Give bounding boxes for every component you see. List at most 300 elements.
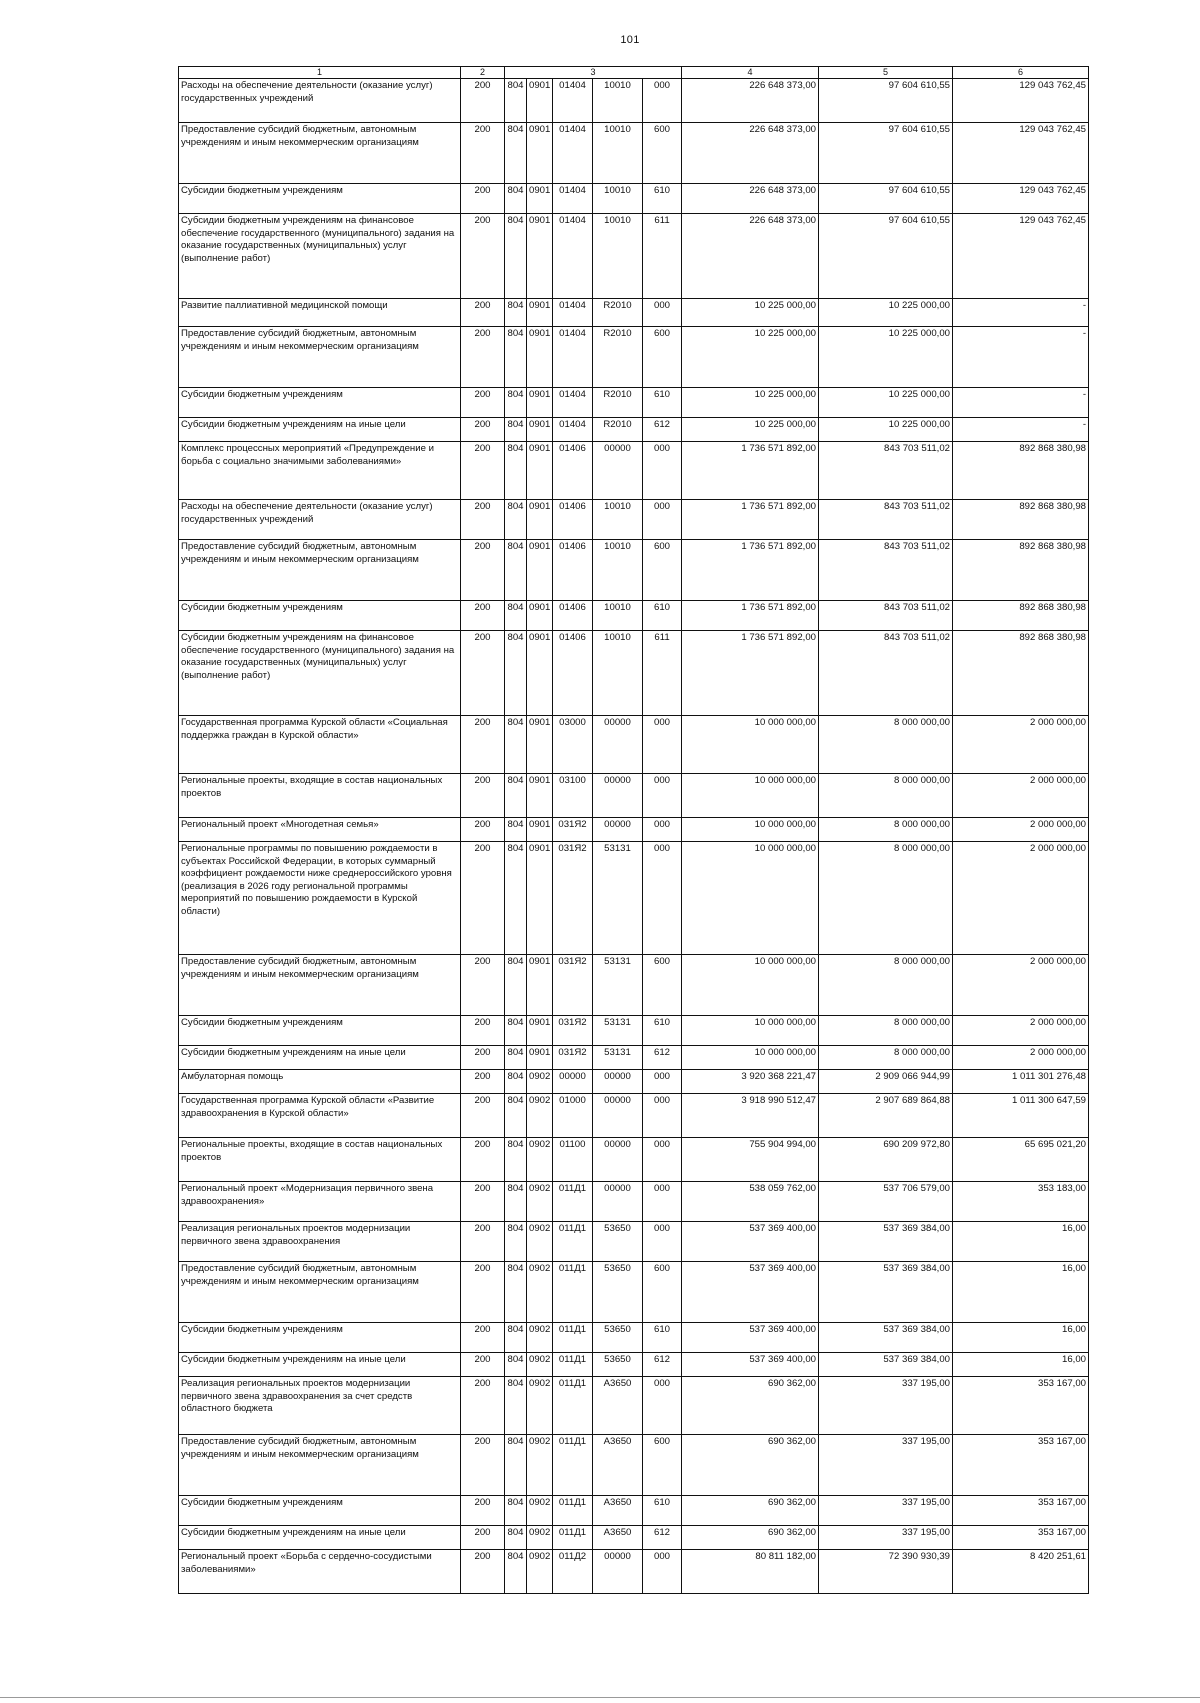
cell-c2: 200	[461, 1496, 505, 1526]
cell-c6: 129 043 762,45	[953, 214, 1089, 299]
cell-c3d: R2010	[593, 299, 643, 327]
cell-name: Субсидии бюджетным учреждениям на иные цели	[179, 1526, 461, 1550]
cell-c5: 537 369 384,00	[819, 1353, 953, 1377]
cell-c5: 10 225 000,00	[819, 388, 953, 418]
cell-c2: 200	[461, 1222, 505, 1262]
cell-c3e: 000	[643, 442, 682, 500]
cell-c3a: 804	[505, 842, 527, 955]
cell-c3c: 01404	[553, 388, 593, 418]
cell-c3c: 031Я2	[553, 818, 593, 842]
cell-c3c: 011Д1	[553, 1262, 593, 1323]
cell-c3a: 804	[505, 716, 527, 774]
cell-c6: 353 167,00	[953, 1496, 1089, 1526]
cell-c3a: 804	[505, 184, 527, 214]
cell-c3c: 01404	[553, 214, 593, 299]
cell-c2: 200	[461, 418, 505, 442]
cell-c2: 200	[461, 1046, 505, 1070]
cell-c3d: 10010	[593, 184, 643, 214]
cell-c3d: 00000	[593, 818, 643, 842]
cell-c3c: 01404	[553, 299, 593, 327]
cell-c3b: 0902	[527, 1262, 553, 1323]
cell-c3a: 804	[505, 327, 527, 388]
table-row	[179, 123, 1089, 184]
cell-name: Реализация региональных проектов модернизации первичного звена здравоохранения за счет средств областного бюджета	[179, 1377, 461, 1435]
cell-c3e: 600	[643, 540, 682, 601]
cell-c4: 10 225 000,00	[682, 388, 819, 418]
table-row	[179, 184, 1089, 214]
cell-c3b: 0901	[527, 299, 553, 327]
cell-c3c: 031Я2	[553, 842, 593, 955]
cell-c6: 353 183,00	[953, 1182, 1089, 1222]
cell-c6: 2 000 000,00	[953, 1016, 1089, 1046]
cell-c3e: 610	[643, 1496, 682, 1526]
cell-c6: 892 868 380,98	[953, 442, 1089, 500]
cell-c4: 10 000 000,00	[682, 955, 819, 1016]
cell-c3a: 804	[505, 1046, 527, 1070]
cell-c3b: 0901	[527, 842, 553, 955]
cell-c3c: 01406	[553, 442, 593, 500]
cell-c2: 200	[461, 214, 505, 299]
header-col-2: 2	[461, 67, 505, 79]
cell-c3b: 0901	[527, 442, 553, 500]
cell-c3c: 01404	[553, 123, 593, 184]
cell-c6: 892 868 380,98	[953, 631, 1089, 716]
cell-c4: 1 736 571 892,00	[682, 601, 819, 631]
table-row	[179, 631, 1089, 716]
cell-c3b: 0902	[527, 1526, 553, 1550]
cell-c2: 200	[461, 500, 505, 540]
cell-c3e: 000	[643, 1182, 682, 1222]
cell-c3d: 00000	[593, 1070, 643, 1094]
cell-c3a: 804	[505, 1323, 527, 1353]
header-col-5: 5	[819, 67, 953, 79]
cell-c3a: 804	[505, 601, 527, 631]
cell-name: Предоставление субсидий бюджетным, автономным учреждениям и иным некоммерческим организациям	[179, 1435, 461, 1496]
cell-c3e: 000	[643, 716, 682, 774]
cell-c3a: 804	[505, 299, 527, 327]
cell-c3c: 01404	[553, 327, 593, 388]
cell-c6: -	[953, 299, 1089, 327]
cell-c3d: 00000	[593, 1550, 643, 1594]
cell-c3d: А3650	[593, 1435, 643, 1496]
cell-c4: 690 362,00	[682, 1435, 819, 1496]
cell-c3a: 804	[505, 1435, 527, 1496]
table-row	[179, 327, 1089, 388]
cell-c4: 690 362,00	[682, 1377, 819, 1435]
cell-c3a: 804	[505, 1526, 527, 1550]
cell-c3c: 01100	[553, 1138, 593, 1182]
cell-c3e: 612	[643, 418, 682, 442]
cell-c6: 892 868 380,98	[953, 540, 1089, 601]
cell-name: Комплекс процессных мероприятий «Предупреждение и борьба с социально значимыми заболеваниями»	[179, 442, 461, 500]
cell-c3b: 0902	[527, 1353, 553, 1377]
cell-c3b: 0901	[527, 1046, 553, 1070]
table-row	[179, 1046, 1089, 1070]
cell-c5: 97 604 610,55	[819, 123, 953, 184]
cell-c4: 10 000 000,00	[682, 716, 819, 774]
cell-c3b: 0901	[527, 955, 553, 1016]
cell-c3c: 011Д1	[553, 1435, 593, 1496]
table-row	[179, 818, 1089, 842]
cell-c3b: 0902	[527, 1377, 553, 1435]
cell-c3a: 804	[505, 500, 527, 540]
cell-c3a: 804	[505, 418, 527, 442]
cell-c5: 843 703 511,02	[819, 631, 953, 716]
cell-c4: 10 000 000,00	[682, 774, 819, 818]
cell-c3e: 000	[643, 1138, 682, 1182]
cell-c2: 200	[461, 818, 505, 842]
cell-c5: 8 000 000,00	[819, 1046, 953, 1070]
cell-c6: 65 695 021,20	[953, 1138, 1089, 1182]
cell-c6: 16,00	[953, 1353, 1089, 1377]
cell-name: Субсидии бюджетным учреждениям на финансовое обеспечение государственного (муниципального) задания на оказание государственных (муниципальных) услуг (выполнение работ)	[179, 631, 461, 716]
cell-c2: 200	[461, 79, 505, 123]
cell-c3e: 611	[643, 631, 682, 716]
cell-c3c: 01000	[553, 1094, 593, 1138]
cell-name: Предоставление субсидий бюджетным, автономным учреждениям и иным некоммерческим организациям	[179, 540, 461, 601]
cell-c6: 2 000 000,00	[953, 774, 1089, 818]
table-row	[179, 1182, 1089, 1222]
cell-c3c: 011Д1	[553, 1353, 593, 1377]
cell-name: Субсидии бюджетным учреждениям на иные цели	[179, 1046, 461, 1070]
cell-c3d: R2010	[593, 418, 643, 442]
table-row	[179, 955, 1089, 1016]
cell-c3e: 612	[643, 1046, 682, 1070]
cell-c2: 200	[461, 1182, 505, 1222]
cell-c3c: 00000	[553, 1070, 593, 1094]
cell-c6: 353 167,00	[953, 1377, 1089, 1435]
cell-c3b: 0901	[527, 327, 553, 388]
cell-c3a: 804	[505, 540, 527, 601]
cell-c2: 200	[461, 1070, 505, 1094]
cell-c3a: 804	[505, 631, 527, 716]
table-row	[179, 716, 1089, 774]
cell-c4: 690 362,00	[682, 1496, 819, 1526]
cell-c3a: 804	[505, 1138, 527, 1182]
cell-c3d: 00000	[593, 1138, 643, 1182]
cell-c3b: 0902	[527, 1435, 553, 1496]
cell-c3e: 610	[643, 184, 682, 214]
cell-c2: 200	[461, 631, 505, 716]
cell-c5: 337 195,00	[819, 1435, 953, 1496]
cell-c3e: 000	[643, 1070, 682, 1094]
cell-c3b: 0901	[527, 818, 553, 842]
cell-c3d: 53650	[593, 1323, 643, 1353]
cell-c2: 200	[461, 1262, 505, 1323]
cell-c5: 337 195,00	[819, 1377, 953, 1435]
cell-c4: 226 648 373,00	[682, 184, 819, 214]
cell-c3b: 0902	[527, 1138, 553, 1182]
cell-c3c: 011Д2	[553, 1550, 593, 1594]
table-row	[179, 418, 1089, 442]
header-col-3: 3	[505, 67, 682, 79]
cell-c3a: 804	[505, 1377, 527, 1435]
cell-c6: 353 167,00	[953, 1435, 1089, 1496]
cell-c3c: 031Я2	[553, 955, 593, 1016]
cell-c3e: 600	[643, 1435, 682, 1496]
page-number: 101	[620, 34, 640, 46]
cell-c3e: 000	[643, 1377, 682, 1435]
cell-c6: 2 000 000,00	[953, 842, 1089, 955]
cell-c3a: 804	[505, 1070, 527, 1094]
cell-c2: 200	[461, 540, 505, 601]
cell-c4: 10 225 000,00	[682, 299, 819, 327]
cell-c6: 2 000 000,00	[953, 818, 1089, 842]
cell-c3e: 000	[643, 299, 682, 327]
cell-c2: 200	[461, 1323, 505, 1353]
cell-c2: 200	[461, 955, 505, 1016]
table-row	[179, 299, 1089, 327]
cell-c3d: 00000	[593, 1182, 643, 1222]
cell-c3d: 10010	[593, 601, 643, 631]
cell-c3a: 804	[505, 79, 527, 123]
cell-c3a: 804	[505, 955, 527, 1016]
cell-c2: 200	[461, 388, 505, 418]
cell-c3e: 600	[643, 1262, 682, 1323]
cell-c6: -	[953, 388, 1089, 418]
cell-c3e: 000	[643, 818, 682, 842]
cell-c4: 3 918 990 512,47	[682, 1094, 819, 1138]
table-row	[179, 601, 1089, 631]
cell-name: Предоставление субсидий бюджетным, автономным учреждениям и иным некоммерческим организациям	[179, 1262, 461, 1323]
cell-c3e: 611	[643, 214, 682, 299]
cell-c3c: 011Д1	[553, 1222, 593, 1262]
cell-c2: 200	[461, 1138, 505, 1182]
cell-c3c: 011Д1	[553, 1526, 593, 1550]
cell-name: Субсидии бюджетным учреждениям	[179, 601, 461, 631]
cell-c3d: 10010	[593, 123, 643, 184]
cell-c3d: 00000	[593, 442, 643, 500]
cell-c3b: 0902	[527, 1323, 553, 1353]
cell-c3b: 0902	[527, 1496, 553, 1526]
cell-c3c: 03100	[553, 774, 593, 818]
cell-c4: 10 225 000,00	[682, 327, 819, 388]
header-col-4: 4	[682, 67, 819, 79]
cell-c3e: 600	[643, 955, 682, 1016]
cell-name: Государственная программа Курской области «Развитие здравоохранения в Курской области»	[179, 1094, 461, 1138]
cell-c6: 1 011 301 276,48	[953, 1070, 1089, 1094]
cell-c3a: 804	[505, 442, 527, 500]
cell-c2: 200	[461, 184, 505, 214]
cell-name: Субсидии бюджетным учреждениям на финансовое обеспечение государственного (муниципального) задания на оказание государственных (муниципальных) услуг (выполнение работ)	[179, 214, 461, 299]
cell-c6: 129 043 762,45	[953, 123, 1089, 184]
cell-c4: 1 736 571 892,00	[682, 500, 819, 540]
cell-c4: 226 648 373,00	[682, 79, 819, 123]
cell-c6: 892 868 380,98	[953, 500, 1089, 540]
cell-name: Предоставление субсидий бюджетным, автономным учреждениям и иным некоммерческим организациям	[179, 955, 461, 1016]
cell-c3c: 01404	[553, 79, 593, 123]
cell-c5: 843 703 511,02	[819, 540, 953, 601]
cell-c6: 129 043 762,45	[953, 184, 1089, 214]
cell-c4: 80 811 182,00	[682, 1550, 819, 1594]
cell-c3d: 10010	[593, 631, 643, 716]
cell-c3b: 0901	[527, 774, 553, 818]
cell-c3d: 53650	[593, 1353, 643, 1377]
cell-name: Предоставление субсидий бюджетным, автономным учреждениям и иным некоммерческим организациям	[179, 123, 461, 184]
cell-c6: -	[953, 418, 1089, 442]
cell-c3e: 000	[643, 1550, 682, 1594]
cell-c3e: 000	[643, 1094, 682, 1138]
cell-c2: 200	[461, 327, 505, 388]
cell-name: Реализация региональных проектов модернизации первичного звена здравоохранения	[179, 1222, 461, 1262]
cell-c3c: 01406	[553, 540, 593, 601]
cell-c3b: 0901	[527, 500, 553, 540]
cell-c3c: 011Д1	[553, 1377, 593, 1435]
table-row	[179, 1353, 1089, 1377]
cell-c3e: 000	[643, 1222, 682, 1262]
cell-c2: 200	[461, 1094, 505, 1138]
cell-c3d: А3650	[593, 1496, 643, 1526]
cell-c4: 3 920 368 221,47	[682, 1070, 819, 1094]
cell-c3d: 53131	[593, 1016, 643, 1046]
cell-c5: 537 369 384,00	[819, 1323, 953, 1353]
cell-c3e: 612	[643, 1353, 682, 1377]
cell-c5: 8 000 000,00	[819, 716, 953, 774]
table-row	[179, 1435, 1089, 1496]
cell-c3d: 10010	[593, 540, 643, 601]
cell-c3b: 0901	[527, 540, 553, 601]
cell-c4: 10 000 000,00	[682, 842, 819, 955]
cell-c6: 353 167,00	[953, 1526, 1089, 1550]
cell-c5: 97 604 610,55	[819, 184, 953, 214]
cell-c3c: 011Д1	[553, 1323, 593, 1353]
cell-c4: 1 736 571 892,00	[682, 442, 819, 500]
cell-name: Государственная программа Курской области «Социальная поддержка граждан в Курской области»	[179, 716, 461, 774]
cell-c2: 200	[461, 1435, 505, 1496]
cell-c4: 226 648 373,00	[682, 123, 819, 184]
cell-name: Субсидии бюджетным учреждениям на иные цели	[179, 418, 461, 442]
cell-c3b: 0901	[527, 123, 553, 184]
cell-name: Расходы на обеспечение деятельности (оказание услуг) государственных учреждений	[179, 79, 461, 123]
table-row	[179, 388, 1089, 418]
cell-c2: 200	[461, 1550, 505, 1594]
cell-c4: 1 736 571 892,00	[682, 540, 819, 601]
cell-c3b: 0901	[527, 184, 553, 214]
cell-c5: 690 209 972,80	[819, 1138, 953, 1182]
cell-c3d: 53650	[593, 1222, 643, 1262]
cell-name: Расходы на обеспечение деятельности (оказание услуг) государственных учреждений	[179, 500, 461, 540]
cell-name: Субсидии бюджетным учреждениям	[179, 1496, 461, 1526]
cell-c2: 200	[461, 601, 505, 631]
cell-c2: 200	[461, 1353, 505, 1377]
cell-c5: 337 195,00	[819, 1496, 953, 1526]
cell-c3d: 10010	[593, 214, 643, 299]
cell-c3d: 00000	[593, 774, 643, 818]
cell-c4: 1 736 571 892,00	[682, 631, 819, 716]
cell-c3b: 0902	[527, 1094, 553, 1138]
cell-c2: 200	[461, 299, 505, 327]
cell-name: Развитие паллиативной медицинской помощи	[179, 299, 461, 327]
cell-c5: 8 000 000,00	[819, 955, 953, 1016]
cell-c3a: 804	[505, 123, 527, 184]
cell-c3e: 000	[643, 500, 682, 540]
cell-c6: 2 000 000,00	[953, 716, 1089, 774]
cell-c3a: 804	[505, 1016, 527, 1046]
table-row	[179, 500, 1089, 540]
cell-c2: 200	[461, 1377, 505, 1435]
cell-c6: 892 868 380,98	[953, 601, 1089, 631]
cell-name: Региональный проект «Борьба с сердечно-сосудистыми заболеваниями»	[179, 1550, 461, 1594]
table-row	[179, 79, 1089, 123]
cell-c3e: 610	[643, 601, 682, 631]
table-row	[179, 442, 1089, 500]
cell-name: Субсидии бюджетным учреждениям	[179, 388, 461, 418]
cell-c3d: 10010	[593, 79, 643, 123]
cell-c3a: 804	[505, 1094, 527, 1138]
cell-c4: 755 904 994,00	[682, 1138, 819, 1182]
cell-c3e: 000	[643, 774, 682, 818]
table-row	[179, 214, 1089, 299]
table-row	[179, 1016, 1089, 1046]
cell-c5: 843 703 511,02	[819, 500, 953, 540]
cell-c6: 16,00	[953, 1222, 1089, 1262]
cell-c2: 200	[461, 123, 505, 184]
cell-c3b: 0901	[527, 79, 553, 123]
cell-c3a: 804	[505, 774, 527, 818]
cell-c6: 16,00	[953, 1323, 1089, 1353]
cell-c3e: 600	[643, 123, 682, 184]
cell-c4: 226 648 373,00	[682, 214, 819, 299]
cell-c3b: 0902	[527, 1070, 553, 1094]
table-row	[179, 1550, 1089, 1594]
table-row	[179, 1526, 1089, 1550]
cell-c5: 10 225 000,00	[819, 418, 953, 442]
cell-c3a: 804	[505, 1182, 527, 1222]
cell-c3d: А3650	[593, 1526, 643, 1550]
cell-c5: 10 225 000,00	[819, 327, 953, 388]
cell-c3c: 01404	[553, 184, 593, 214]
cell-c3c: 01406	[553, 631, 593, 716]
table-row	[179, 1138, 1089, 1182]
cell-c3c: 01404	[553, 418, 593, 442]
cell-c2: 200	[461, 1526, 505, 1550]
cell-name: Амбулаторная помощь	[179, 1070, 461, 1094]
cell-c5: 97 604 610,55	[819, 79, 953, 123]
cell-c3c: 031Я2	[553, 1016, 593, 1046]
cell-c6: -	[953, 327, 1089, 388]
cell-c3d: 10010	[593, 500, 643, 540]
cell-c6: 1 011 300 647,59	[953, 1094, 1089, 1138]
cell-c3d: А3650	[593, 1377, 643, 1435]
cell-c5: 537 369 384,00	[819, 1222, 953, 1262]
cell-c3d: 53131	[593, 1046, 643, 1070]
header-col-6: 6	[953, 67, 1089, 79]
cell-c3e: 612	[643, 1526, 682, 1550]
cell-c5: 2 907 689 864,88	[819, 1094, 953, 1138]
cell-c2: 200	[461, 1016, 505, 1046]
cell-c3e: 600	[643, 327, 682, 388]
cell-c5: 8 000 000,00	[819, 818, 953, 842]
cell-name: Региональные проекты, входящие в состав национальных проектов	[179, 1138, 461, 1182]
cell-c6: 2 000 000,00	[953, 1046, 1089, 1070]
cell-c3c: 01406	[553, 601, 593, 631]
cell-c3a: 804	[505, 1222, 527, 1262]
cell-c3c: 011Д1	[553, 1496, 593, 1526]
cell-name: Субсидии бюджетным учреждениям	[179, 1016, 461, 1046]
cell-c3b: 0901	[527, 418, 553, 442]
cell-c5: 843 703 511,02	[819, 601, 953, 631]
table-row	[179, 1262, 1089, 1323]
cell-c4: 10 000 000,00	[682, 1016, 819, 1046]
header-col-1: 1	[179, 67, 461, 79]
cell-c3e: 000	[643, 842, 682, 955]
budget-table	[178, 66, 1089, 1594]
cell-c2: 200	[461, 842, 505, 955]
cell-c3b: 0901	[527, 214, 553, 299]
cell-c5: 72 390 930,39	[819, 1550, 953, 1594]
cell-c3a: 804	[505, 1550, 527, 1594]
cell-c3c: 011Д1	[553, 1182, 593, 1222]
